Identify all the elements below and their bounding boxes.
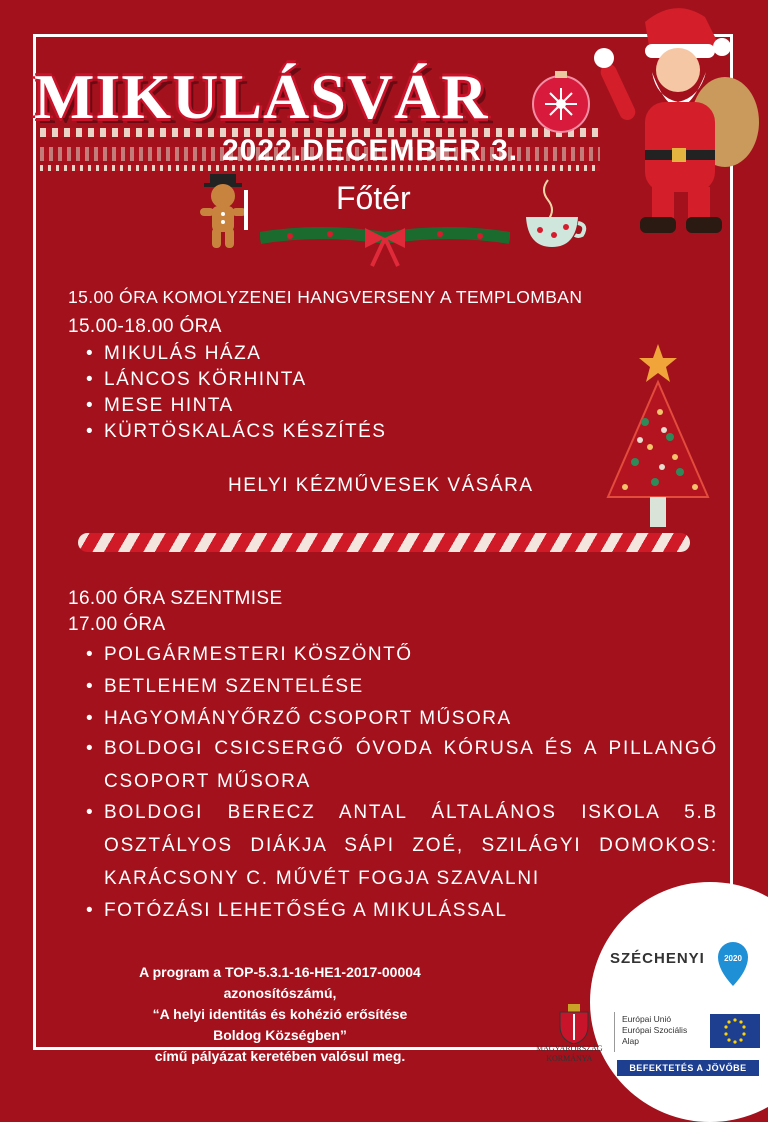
eu-flag-icon	[710, 1014, 760, 1048]
list-item-line: • BOLDOGI BERECZ ANTAL ÁLTALÁNOS ISKOLA 5.B	[88, 796, 718, 829]
list-item-line: KARÁCSONY C. MŰVÉT FOGJA SZAVALNI	[104, 868, 540, 889]
list-item: • BETLEHEM SZENTELÉSE	[88, 676, 364, 698]
list-item: • FOTÓZÁSI LEHETŐSÉG A MIKULÁSSAL	[88, 900, 507, 922]
ornament-icon	[528, 68, 594, 134]
divider	[614, 1012, 615, 1052]
program-line: 15.00 ÓRA KOMOLYZENEI HANGVERSENY A TEMPLOMBAN	[68, 287, 583, 307]
location-pin-icon	[716, 940, 750, 988]
list-item: • LÁNCOS KÖRHINTA	[88, 369, 307, 391]
christmas-tree-icon	[600, 342, 715, 532]
event-place: Főtér	[336, 180, 411, 216]
list-item: • KÜRTÖSKALÁCS KÉSZÍTÉS	[88, 421, 386, 443]
program-line: 17.00 ÓRA	[68, 614, 166, 635]
event-date: 2022.DECEMBER 3.	[222, 134, 519, 167]
list-item: • MESE HINTA	[88, 395, 234, 417]
garland-icon	[260, 222, 510, 270]
teacup-icon	[520, 175, 590, 255]
list-item: • MIKULÁS HÁZA	[88, 343, 261, 365]
list-item-line: • BOLDOGI CSICSERGŐ ÓVODA KÓRUSA ÉS A PILLANGÓ	[88, 732, 718, 765]
list-item	[88, 796, 718, 895]
program-line: 15.00-18.00 ÓRA	[68, 316, 222, 337]
candy-cane-divider	[78, 533, 690, 552]
page-title: MIKULÁSVÁR	[34, 61, 489, 132]
list-item: • HAGYOMÁNYŐRZŐ CSOPORT MŰSORA	[88, 708, 512, 730]
slogan-banner: BEFEKTETÉS A JÖVŐBE	[617, 1060, 759, 1076]
coat-of-arms-icon	[556, 1004, 592, 1044]
list-item: • POLGÁRMESTERI KÖSZÖNTŐ	[88, 644, 413, 666]
santa-icon	[590, 2, 760, 252]
szechenyi-label: SZÉCHENYI	[610, 950, 705, 967]
list-item-line: CSOPORT MŰSORA	[104, 771, 312, 792]
market-text: HELYI KÉZMŰVESEK VÁSÁRA	[228, 475, 534, 496]
gingerbread-icon	[196, 172, 256, 252]
list-item-line: OSZTÁLYOS DIÁKJA SÁPI ZOÉ, SZILÁGYI DOMOKOS:	[104, 835, 718, 856]
svg-text:2020: 2020	[724, 954, 742, 963]
program-line: 16.00 ÓRA SZENTMISE	[68, 588, 283, 609]
funding-note: A program a TOP-5.3.1-16-HE1-2017-00004 azonosítószámú, “A helyi identitás és kohézió erősítése Boldog Községben” című pályázat keretében valósul meg.	[139, 964, 421, 1064]
government-label: MAGYARORSZÁG KORMÁNYA	[536, 1044, 603, 1063]
list-item	[88, 732, 718, 798]
eu-label: Európai Unió Európai Szociális Alap	[622, 1014, 688, 1046]
